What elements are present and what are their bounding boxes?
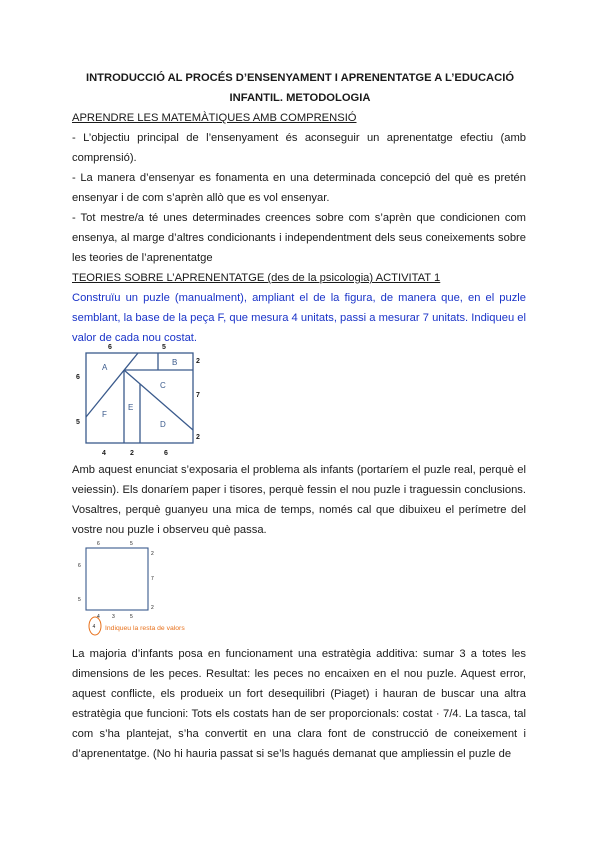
fig1-top-left: 6 [108,344,112,351]
activity-task: Construïu un puzle (manualment), ampliant el de la figura, de manera que, en el puzle semblant, la base de la peça F, que mesura 4 unitats, passi a mesurar 7 unitats. Indiqueu el valor de cada nou costat. [72,292,526,344]
fig1-bottom-3: 6 [164,450,168,457]
enlarged-outline [86,548,148,610]
document-title [60,68,540,108]
fig1-left-top: 6 [76,374,80,381]
piece-d-label: D [160,420,166,429]
section-1-heading: APRENDRE LES MATEMÀTIQUES AMB COMPRENSIÓ [72,112,357,124]
fig2-bottom-3: 5 [130,614,133,620]
section-1 [72,108,526,348]
paragraph-exposition: Amb aquest enunciat s’exposaria el problema als infants (portaríem el puzle real, perquè el veiessin). Els donaríem paper i tisores, perquè fessin el nou puzle i traguessin conclusions. Vosaltres, perquè guanyeu una mica de temps, només cal que dibuixeu el perímetre del vostre nou puzle i observeu què passa. [72,464,526,536]
paragraph-teaching: - La manera d’ensenyar es fonamenta en una determinada concepció del què es pretén ensenyar i de com s’aprèn allò que es vol ensenyar. [72,172,526,204]
fig2-circle-label: 4 [92,624,96,630]
paragraph-objective: - L’objectiu principal de l’ensenyament és aconseguir un aprenentatge efectiu (amb comprensió). [72,132,526,164]
piece-b-label: B [172,358,178,367]
explanation-block [72,460,526,540]
fig2-right-mid: 7 [151,576,154,582]
fig1-left-bottom: 5 [76,419,80,426]
fig2-bottom-1: 4 [97,614,100,620]
fig1-right-mid: 7 [196,392,200,399]
fig2-left-bottom: 5 [78,597,81,603]
fig1-bottom-1: 4 [102,450,106,457]
fig1-top-right: 5 [162,344,166,351]
fig2-right-top: 2 [151,551,154,557]
piece-c-label: C [160,381,166,390]
piece-a-label: A [102,363,108,372]
fig2-left-top: 6 [78,563,81,569]
puzzle-figure-enlarged [72,538,242,638]
fig2-top-right: 5 [130,541,133,547]
conclusion-block [72,644,526,764]
paragraph-beliefs: - Tot mestre/a té unes determinades creences sobre com s’aprèn que condicionen com ensenya, al marge d’altres condicionants i independentment dels seus coneixements sobre les teories de l’aprenentatge [72,212,526,264]
fig1-right-bottom: 2 [196,434,200,441]
title-line-2: INFANTIL. METODOLOGIA [229,92,371,104]
fig1-bottom-2: 2 [130,450,134,457]
fig1-right-top: 2 [196,358,200,365]
piece-f-label: F [102,410,107,419]
paragraph-additive-strategy: La majoria d’infants posa en funcionament una estratègia additiva: sumar 3 a totes les dimensions de les peces. Resultat: les peces no encaixen en el nou puzle. Aquest error, aquest conflicte, els produeix un fort desequilibri (Piaget) i hauran de buscar una altra estratègia que funcioni: Tots els costats han de ser proporcionals: costat · 7/4. La tasca, tal com s’ha plantejat, s’ha convertit en una clara font de construcció de coneixement i d’aprenentatge. (No hi hauria passat si se’ls hagués demanat que ampliessin el puzle de [72,648,526,760]
fig2-top-left: 6 [97,541,100,547]
fig2-right-bottom: 2 [151,605,154,611]
puzzle-figure-original [72,340,212,460]
piece-e-label: E [128,403,134,412]
fig2-note: Indiqueu la resta de valors [105,625,185,632]
title-line-1: INTRODUCCIÓ AL PROCÉS D’ENSENYAMENT I APRENENTATGE A L’EDUCACIÓ [85,72,515,84]
section-2-heading: TEORIES SOBRE L’APRENENTATGE (des de la psicologia) ACTIVITAT 1 [72,272,441,284]
fig2-bottom-2: 3 [112,614,115,620]
